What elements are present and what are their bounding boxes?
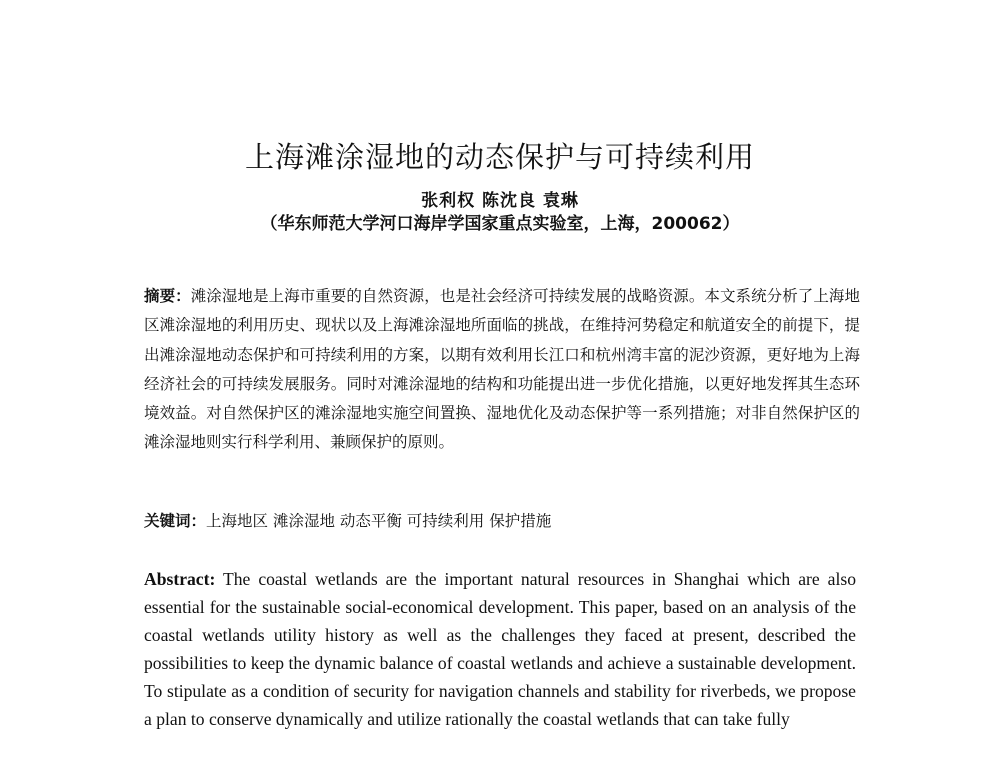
keywords-label: 关键词： bbox=[144, 511, 207, 530]
abstract-chinese bbox=[144, 281, 860, 458]
keywords bbox=[144, 509, 860, 531]
abstract-en-label: Abstract: bbox=[144, 569, 216, 589]
authors: 张利权 陈沈良 袁琳 bbox=[421, 191, 579, 211]
abstract-cn-text: 滩涂湿地是上海市重要的自然资源，也是社会经济可持续发展的战略资源。本文系统分析了上海地区滩涂湿地的利用历史、现状以及上海滩涂湿地所面临的挑战，在维持河势稳定和航道安全的前提下，提出滩涂湿地动态保护和可持续利用的方案，以期有效利用长江口和杭州湾丰富的泥沙资源，更好地为上海经济社会的可持续发展服务。同时对滩涂湿地的结构和功能提出进一步优化措施，以更好地发挥其生态环境效益。对自然保护区的滩涂湿地实施空间置换、湿地优化及动态保护等一系列措施；对非自然保护区的滩涂湿地则实行科学利用、兼顾保护的原则。 bbox=[144, 287, 860, 452]
paper-title: 上海滩涂湿地的动态保护与可持续利用 bbox=[244, 140, 755, 174]
affiliation: （华东师范大学河口海岸学国家重点实验室，上海，200062） bbox=[260, 214, 740, 234]
keywords-text: 上海地区 滩涂湿地 动态平衡 可持续利用 保护措施 bbox=[206, 512, 552, 530]
abstract-en-text: The coastal wetlands are the important natural resources in Shanghai which are also essential for the sustainable social-economical development. This paper, based on an analysis of the coastal wetlands utility history as well as the challenges they faced at present, described the possibilities to keep the dynamic balance of coastal wetlands and achieve a sustainable development. To stipulate as a condition of security for navigation channels and stability for riverbeds, we propose a plan to conserve dynamically and utilize rationally the coastal wetlands that can take fully bbox=[144, 569, 856, 729]
abstract-english bbox=[144, 565, 856, 733]
abstract-cn-label: 摘要： bbox=[144, 286, 191, 305]
